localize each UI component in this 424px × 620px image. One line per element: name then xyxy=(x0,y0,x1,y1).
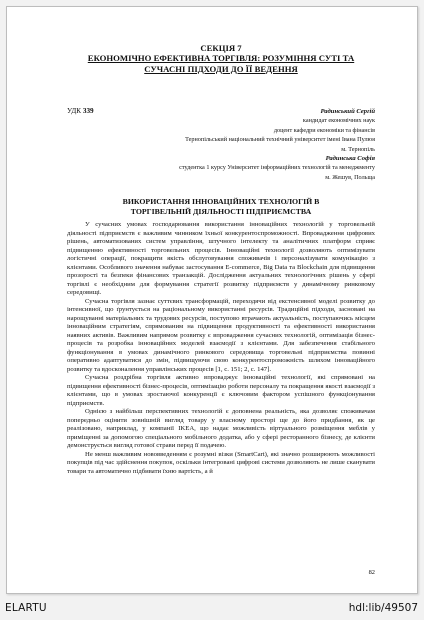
udk-label: УДК xyxy=(67,107,82,115)
article-title-line-1: ВИКОРИСТАННЯ ІННОВАЦІЙНИХ ТЕХНОЛОГІЙ В xyxy=(122,197,320,206)
author-1-university: Тернопільський національний технічний університет імені Івана Пулюя xyxy=(185,136,375,144)
paragraph: Сучасна роздрібна торгівля активно впроваджує інноваційні технології, які спрямовані на підвищення ефективності бізнес-процесів, оптимізацію роботи персоналу та покращення якості взаємодії з клієнтами, що в умовах зростаючої конкуренції є ключовим фактором успішного функціонування підприємств. xyxy=(67,374,375,407)
page-content xyxy=(67,43,375,576)
article-title-line-2: ТОРГІВЕЛЬНІЙ ДІЯЛЬНОСТІ ПІДПРИЄМСТВА xyxy=(130,206,312,216)
handle-identifier: hdl:lib/49507 xyxy=(348,602,418,614)
section-title: СЕКЦІЯ 7 xyxy=(200,43,242,53)
repository-footer xyxy=(0,602,424,620)
page-number: 82 xyxy=(368,569,375,576)
udk-number: 339 xyxy=(82,107,94,115)
paragraph: Сучасна торгівля зазнає суттєвих трансформацій, переходячи від екстенсивної моделі розвитку до інтенсивної, що ґрунтується на раціональному використанні ресурсів. Традиційні підходи, засновані на нарощуванні матеріальних та трудових ресурсів, поступово втрачають актуальність, поступаючись місцем інноваційним стратегіям, спрямованим на підвищення продуктивності та ефективності використання наявних активів. Важливим напрямом розвитку є впровадження сучасних технологій, оптимізація бізнес-процесів та розробка інноваційних моделей взаємодії з клієнтами. Для забезпечення стабільного функціонування в умовах динамічного ринкового середовища торговельні підприємства повинні оперативно адаптуватися до змін, підвищуючи свою конкурентоспроможність шляхом інноваційного розвитку та вдосконалення управлінських процесів [1, с. 151; 2, с. 147]. xyxy=(67,297,375,373)
repository-name: ELARTU xyxy=(5,602,47,614)
section-subtitle-line-1: ЕКОНОМІЧНО ЕФЕКТИВНА ТОРГІВЛЯ: РОЗУМІННЯ СУТІ ТА xyxy=(87,53,355,63)
paragraph: Однією з найбільш перспективних технологій є доповнена реальність, яка дозволяє споживачам попередньо оцінити зовнішній вигляд товару у власному просторі ще до його придбання, як це реалізовано, наприклад, у компанії IKEA, що надає можливість віртуального розміщення меблів у приміщенні за допомогою спеціального мобільного додатка, або у сфері ресторанного бізнесу, де клієнти демонструється вигляд готової страви перед її подачею. xyxy=(67,408,375,449)
author-1-degree: кандидат економічних наук xyxy=(302,117,375,125)
author-name-1: Радинський Сергій xyxy=(320,108,375,115)
author-1-position: доцент кафедри економіки та фінансів xyxy=(273,126,375,134)
paragraph: Не менш важливим нововведенням є розумні візки (SmartCart), які значно розширюють можливості покупців під час здійснення покупок, оскільки інтегровані цифрові системи дозволяють не лише сканувати товари та автоматично підбивати їхню вартість, а й xyxy=(67,450,375,475)
author-2-city: м. Жешув, Польща xyxy=(325,173,375,181)
author-name-2: Радинська Софія xyxy=(325,155,375,163)
document-page xyxy=(6,6,418,594)
paragraph: У сучасних умовах господарювання використання інноваційних технологій у торговельній діяльності підприємств є важливим чинником їхньої конкурентоспроможності. Впровадження цифрових рішень, автоматизованих систем управління, штучного інтелекту та аналітичних платформ сприяє підвищенню ефективності торговельних процесів. Інноваційні технології дозволяють оптимізувати логістичні операції, покращити якість обслуговування споживачів і персоналізувати комунікацію з клієнтами. Особливого значення набуває застосування E-commerce, Big Data та Blockchain для підвищення прозорості та безпеки фінансових транзакцій. Дослідження актуальних технологічних рішень у сфері торгівлі є необхідним для формування стратегії розвитку підприємств у динамічному ринковому середовищі. xyxy=(67,221,375,296)
author-2-affiliation: студентка 1 курсу Університет інформаційних технологій та менеджменту xyxy=(179,164,375,172)
udk-code xyxy=(67,107,94,115)
author-block xyxy=(105,107,375,182)
article-body xyxy=(67,221,375,476)
section-subtitle-line-2: СУЧАСНІ ПІДХОДИ ДО ЇЇ ВЕДЕННЯ xyxy=(144,63,298,74)
author-1-city: м. Тернопіль xyxy=(341,145,375,153)
article-title xyxy=(67,197,375,216)
